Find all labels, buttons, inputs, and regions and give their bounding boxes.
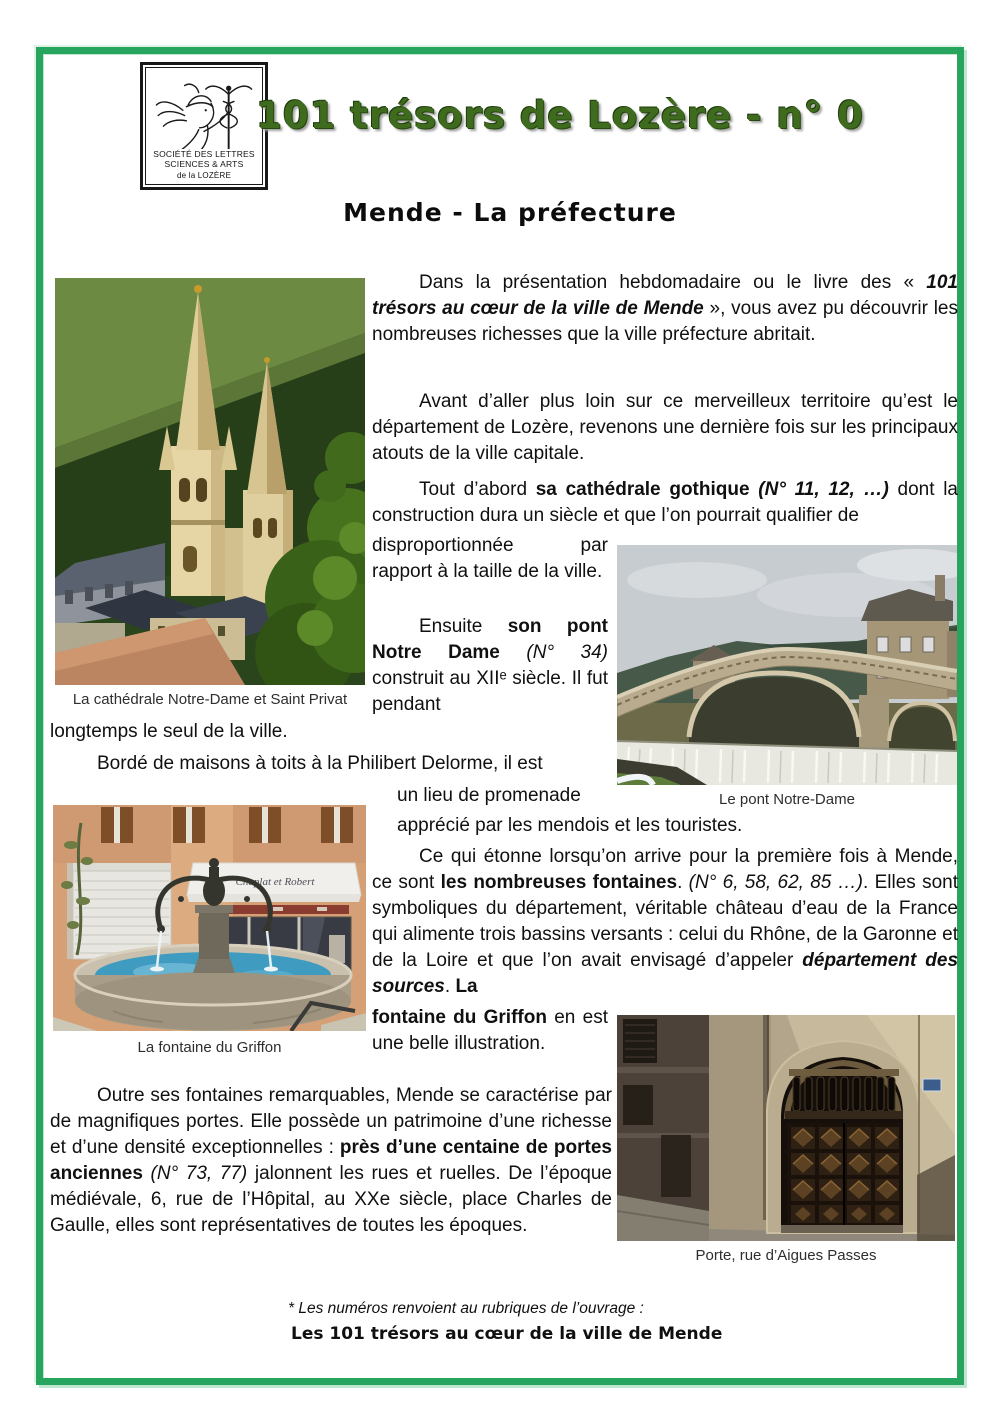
society-name-line3: de la LOZÈRE [177,171,231,180]
footnote-reference: * Les numéros renvoient au rubriques de l’ouvrage : [288,1300,644,1317]
paragraph-pont-narrow: Ensuite son pont Notre Dame (N° 34) construit au XIIᵉ siècle. Il fut pendant [372,616,609,715]
cathedral-photo [55,278,365,685]
paragraph-borde-line1: Bordé de maisons à toits à la Philibert Delorme, il est [97,753,543,774]
society-name-line2: SCIENCES & ARTS [164,159,244,169]
fountain-caption: La fontaine du Griffon [137,1039,282,1056]
shop-sign: Chaplat et Robert [235,876,315,888]
paragraph-fontaines-narrow: fontaine du Griffon en est une belle illustration. [372,1007,608,1054]
page-title: 101 trésors de Lozère - n° 0 [256,94,864,137]
paragraph-cathedrale-narrow: disproportionnée par rapport à la taille de la ville. [372,535,608,582]
paragraph-portes: Outre ses fontaines remarquables, Mende se caractérise par de magnifiques portes. Elle possède un patrimoine d’une richesse et d’une densité exceptionnelles : près d’une centaine de portes anciennes (N° 73, 77) jalonnent les rues et ruelles. De l’époque médiévale, 6, rue de l’Hôpital, au XXe siècle, place Charles de Gaulle, elles sont représentatives de toutes les époques. [50,1085,612,1236]
paragraph-borde-line3: apprécié par les mendois et les touristes. [397,815,743,836]
paragraph-avant: Avant d’aller plus loin sur ce merveilleux territoire qu’est le département de Lozère, revenons une dernière fois sur les principaux atouts de la ville capitale. [372,391,958,464]
paragraph-borde-line2: un lieu de promenade [397,785,581,806]
paragraph-cathedrale-wide: Tout d’abord sa cathédrale gothique (N° 11, 12, …) dont la construction dura un siècle et que l’on pourrait qualifier de [372,479,958,526]
bridge-photo [617,545,957,785]
paragraph-pont-continuation: longtemps le seul de la ville. [50,721,288,742]
door-photo [617,1015,955,1241]
door-caption: Porte, rue d’Aigues Passes [695,1247,877,1264]
society-name-line1: SOCIÉTÉ DES LETTRES [153,149,255,159]
paragraph-intro: Dans la présentation hebdomadaire ou le livre des « 101 trésors au cœur de la ville de Mende », vous avez pu découvrir les nombreuses richesses que la ville préfecture abritait. [372,272,958,345]
paragraph-fontaines-wide: Ce qui étonne lorsqu’on arrive pour la première fois à Mende, ce sont les nombreuses fontaines. (N° 6, 58, 62, 85 …). Elles sont symboliques du département, véritable château d’eau de la France qui alimente trois bassins versants : celui du Rhône, de la Garonne et de la Loire et que l’on avait envisagé d’appeler département des sources. La [372,846,959,997]
bridge-caption: Le pont Notre-Dame [719,791,855,808]
footnote-book-title: Les 101 trésors au cœur de la ville de Mende [291,1324,723,1344]
cathedral-caption: La cathédrale Notre-Dame et Saint Privat [72,691,348,708]
fountain-photo [53,805,366,1031]
page-subtitle: Mende - La préfecture [343,198,677,227]
